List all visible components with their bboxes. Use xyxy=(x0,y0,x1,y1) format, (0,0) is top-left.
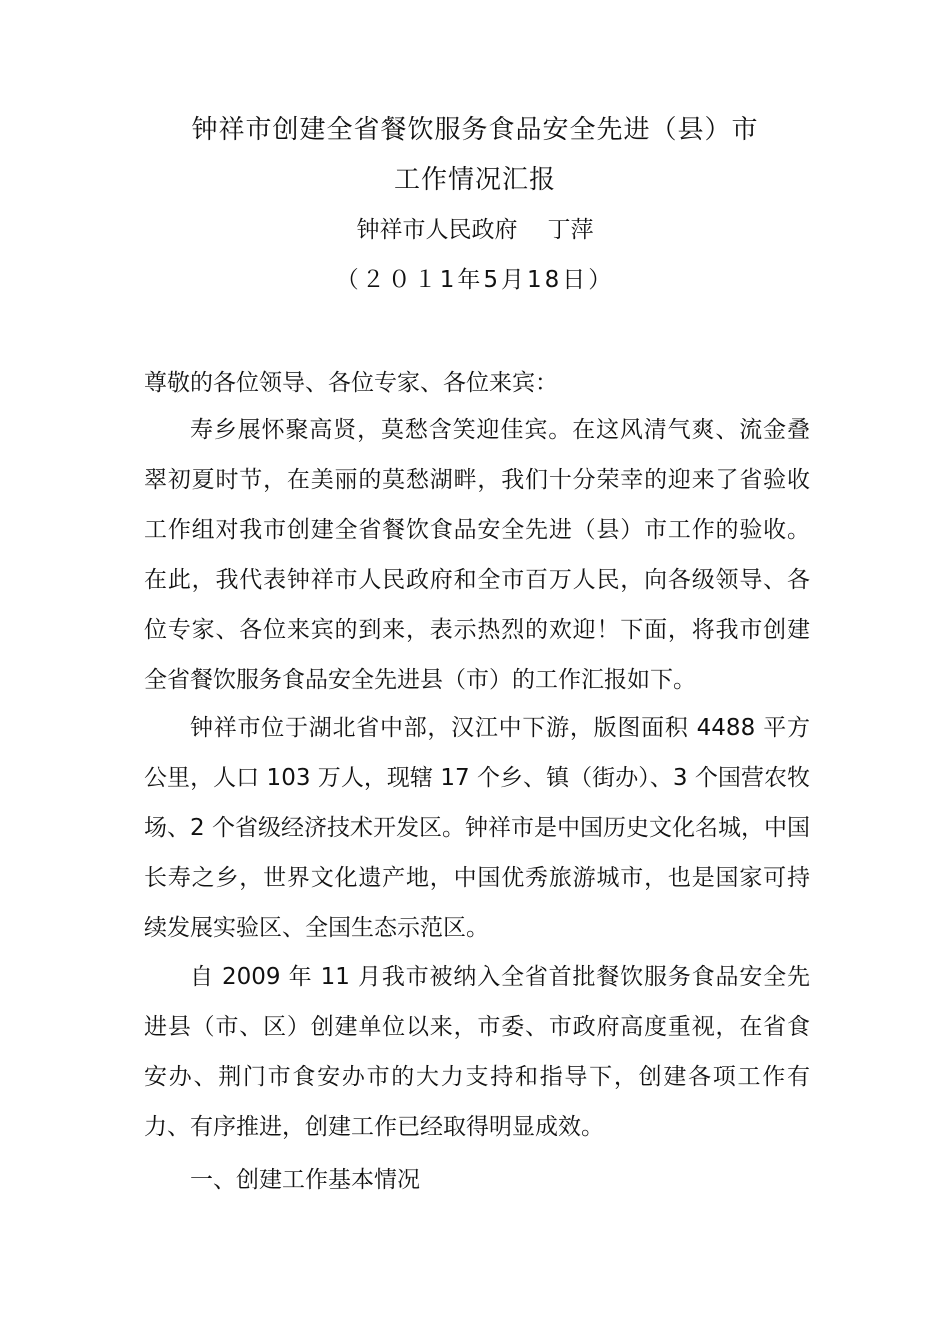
document-title-line-1: 钟祥市创建全省餐饮服务食品安全先进（县）市 xyxy=(191,115,759,145)
document-title-line-2: 工作情况汇报 xyxy=(393,165,556,195)
document-date: （２０１1年5月18日） xyxy=(335,267,615,293)
salutation: 尊敬的各位领导、各位专家、各位来宾： xyxy=(144,370,558,396)
paragraph-welcome: 寿乡展怀聚高贤，莫愁含笑迎佳宾。在这风清气爽、流金叠翠初夏时节，在美丽的莫愁湖畔，我们十分荣幸的迎来了省验收工作组对我市创建全省餐饮食品安全先进（县）市工作的验收。在此，我代表钟祥市人民政府和全市百万人民，向各级领导、各位专家、各位来宾的到来，表示热烈的欢迎！下面，将我市创建全省餐饮服务食品安全先进县（市）的工作汇报如下。 xyxy=(144,417,810,693)
author-name: 丁萍 xyxy=(547,217,594,243)
author-organization: 钟祥市人民政府 xyxy=(356,217,518,243)
paragraph-progress: 自 2009 年 11 月我市被纳入全省首批餐饮服务食品安全先进县（市、区）创建单位以来，市委、市政府高度重视，在省食安办、荆门市食安办市的大力支持和指导下，创建各项工作有力、有序推进，创建工作已经取得明显成效。 xyxy=(144,964,810,1140)
document-author xyxy=(0,214,950,246)
section-heading: 一、创建工作基本情况 xyxy=(190,1167,420,1193)
paragraph-city-overview: 钟祥市位于湖北省中部，汉江中下游，版图面积 4488 平方公里，人口 103 万人，现辖 17 个乡、镇（街办）、3 个国营农牧场、2 个省级经济技术开发区。钟祥市是中国历史文化名城，中国长寿之乡，世界文化遗产地，中国优秀旅游城市，也是国家可持续发展实验区、全国生态示范区。 xyxy=(144,715,810,941)
